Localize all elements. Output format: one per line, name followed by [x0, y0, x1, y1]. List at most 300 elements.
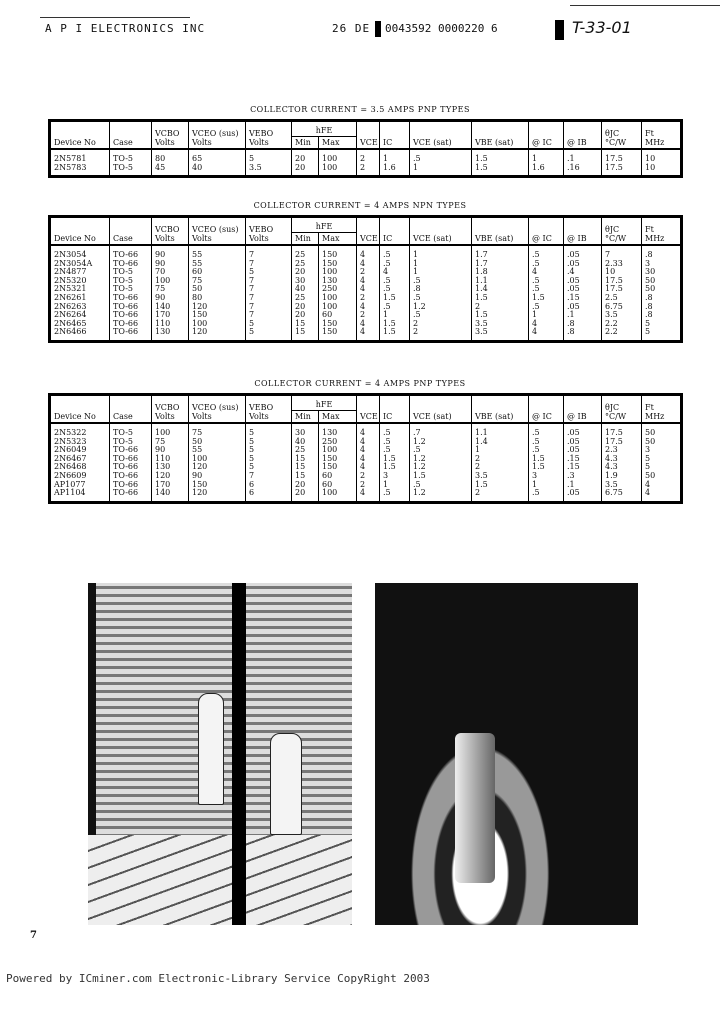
cell-vcbo: 90	[152, 446, 189, 455]
cell-at-ic: 4	[529, 268, 564, 277]
cell-vebo: 7	[246, 285, 292, 294]
header-numbers: 0043592 0000220 6	[385, 22, 498, 35]
spec-table	[48, 393, 683, 504]
cell-vce: 2	[357, 149, 380, 164]
cell-vce-sat: 1	[410, 245, 472, 260]
column-header-hfe-max: Max	[319, 137, 357, 150]
cell-vcbo: 140	[152, 303, 189, 312]
cell-device: 2N4877	[50, 268, 110, 277]
cell-at-ib: .8	[564, 320, 602, 329]
cell-vce: 4	[357, 438, 380, 447]
cell-at-ib: .05	[564, 277, 602, 286]
header-label: IC	[383, 138, 393, 147]
cell-at-ib: .05	[564, 446, 602, 455]
header-label: @ IB	[567, 138, 587, 147]
cell-vebo: 5	[246, 328, 292, 341]
cell-at-ib: .1	[564, 149, 602, 164]
cell-at-ic: 1	[529, 481, 564, 490]
column-header-hfe: hFE	[292, 217, 357, 233]
cell-theta: 6.75	[602, 489, 642, 502]
cell-case: TO-66	[110, 481, 152, 490]
header-row	[50, 395, 682, 411]
cell-vce-sat: .5	[410, 277, 472, 286]
cell-vebo: 5	[246, 446, 292, 455]
cell-device: 2N5783	[50, 164, 110, 177]
column-header-hfe: hFE	[292, 121, 357, 137]
header-label: VCE (sat)	[413, 138, 452, 147]
column-header-theta	[602, 395, 642, 424]
cell-theta: 17.5	[602, 149, 642, 164]
cell-case: TO-5	[110, 268, 152, 277]
cell-device: 2N6465	[50, 320, 110, 329]
cell-vcbo: 90	[152, 294, 189, 303]
cell-case: TO-5	[110, 277, 152, 286]
cell-device: 2N5323	[50, 438, 110, 447]
photo-laboratory	[88, 583, 352, 925]
cell-vebo: 5	[246, 268, 292, 277]
cell-vebo: 5	[246, 423, 292, 438]
cell-at-ic: .5	[529, 245, 564, 260]
table-row	[50, 472, 682, 481]
column-header-vceo	[189, 395, 246, 424]
cell-vebo: 5	[246, 455, 292, 464]
header-label: IC	[383, 412, 393, 421]
cell-ic: .5	[380, 303, 410, 312]
cell-ft: 30	[642, 268, 682, 277]
column-header-vebo	[246, 217, 292, 246]
table-row	[50, 268, 682, 277]
cell-vce: 2	[357, 311, 380, 320]
cell-device: 2N6263	[50, 303, 110, 312]
cell-case: TO-66	[110, 446, 152, 455]
header-label: VBE (sat)	[475, 138, 514, 147]
cell-at-ic: 1.6	[529, 164, 564, 177]
cell-case: TO-66	[110, 245, 152, 260]
cell-theta: 6.75	[602, 303, 642, 312]
cell-device: 2N6264	[50, 311, 110, 320]
cell-at-ib: .15	[564, 294, 602, 303]
cell-max: 100	[319, 268, 357, 277]
header-row	[50, 217, 682, 233]
column-header-ft	[642, 121, 682, 150]
cell-min: 15	[292, 463, 319, 472]
cell-ft: 10	[642, 164, 682, 177]
cell-vceo: 80	[189, 294, 246, 303]
cell-vceo: 75	[189, 423, 246, 438]
table-row	[50, 328, 682, 341]
cell-vce: 2	[357, 294, 380, 303]
cell-at-ib: .05	[564, 423, 602, 438]
cell-vbe-sat: 1.5	[472, 149, 529, 164]
cell-vbe-sat: 1.5	[472, 481, 529, 490]
cell-at-ic: 3	[529, 472, 564, 481]
cell-case: TO-5	[110, 438, 152, 447]
cell-at-ib: .16	[564, 164, 602, 177]
column-header-vbe-sat	[472, 121, 529, 150]
cell-at-ib: .4	[564, 268, 602, 277]
column-header-vceo	[189, 121, 246, 150]
cell-ic: .5	[380, 285, 410, 294]
cell-vbe-sat: 2	[472, 303, 529, 312]
cell-min: 15	[292, 472, 319, 481]
cell-ic: .5	[380, 260, 410, 269]
cell-case: TO-66	[110, 260, 152, 269]
cell-at-ib: .05	[564, 303, 602, 312]
cell-vce-sat: .5	[410, 481, 472, 490]
cell-theta: 17.5	[602, 423, 642, 438]
cell-at-ic: 4	[529, 320, 564, 329]
cell-device: 2N5320	[50, 277, 110, 286]
column-header-vbe-sat	[472, 217, 529, 246]
column-header-vceo	[189, 217, 246, 246]
cell-theta: 2.33	[602, 260, 642, 269]
cell-vebo: 7	[246, 294, 292, 303]
header-label: VCE	[360, 234, 378, 243]
cell-vce: 4	[357, 423, 380, 438]
cell-vebo: 5	[246, 149, 292, 164]
cell-case: TO-66	[110, 463, 152, 472]
cell-vceo: 60	[189, 268, 246, 277]
cell-vceo: 120	[189, 463, 246, 472]
header-label: IC	[383, 234, 393, 243]
cell-device: 2N6466	[50, 328, 110, 341]
column-header-hfe-max: Max	[319, 411, 357, 424]
cell-vceo: 100	[189, 320, 246, 329]
cell-max: 130	[319, 423, 357, 438]
cell-vbe-sat: 1.5	[472, 311, 529, 320]
cell-ft: .8	[642, 294, 682, 303]
cell-vcbo: 90	[152, 245, 189, 260]
cell-theta: 2.2	[602, 320, 642, 329]
cell-ft: 50	[642, 423, 682, 438]
cell-max: 150	[319, 320, 357, 329]
cell-ft: 3	[642, 260, 682, 269]
cell-vceo: 50	[189, 285, 246, 294]
header-label: Ft MHz	[645, 225, 665, 243]
cell-vcbo: 80	[152, 149, 189, 164]
cell-case: TO-66	[110, 489, 152, 502]
cell-min: 25	[292, 260, 319, 269]
table-row	[50, 277, 682, 286]
cell-theta: 17.5	[602, 277, 642, 286]
cell-min: 40	[292, 438, 319, 447]
cell-vbe-sat: 2	[472, 489, 529, 502]
cell-ic: 1.5	[380, 294, 410, 303]
header-label: Ft MHz	[645, 129, 665, 147]
cell-vcbo: 45	[152, 164, 189, 177]
cell-vbe-sat: 1.5	[472, 164, 529, 177]
cell-vce: 4	[357, 463, 380, 472]
cell-at-ic: .5	[529, 446, 564, 455]
table-row	[50, 311, 682, 320]
cell-vce-sat: 1.2	[410, 489, 472, 502]
cell-at-ic: .5	[529, 438, 564, 447]
header-label: VCEO (sus) Volts	[192, 403, 239, 421]
cell-device: 2N3054A	[50, 260, 110, 269]
table-row	[50, 245, 682, 260]
cell-device: 2N6467	[50, 455, 110, 464]
cell-vbe-sat: 1.1	[472, 423, 529, 438]
cell-vbe-sat: 1.5	[472, 294, 529, 303]
cell-vce: 4	[357, 320, 380, 329]
header-label: θJC °C/W	[605, 129, 627, 147]
cell-at-ib: .15	[564, 463, 602, 472]
cell-vce-sat: 2	[410, 320, 472, 329]
cell-theta: 17.5	[602, 438, 642, 447]
cell-min: 30	[292, 277, 319, 286]
cell-vceo: 65	[189, 149, 246, 164]
column-header-vcbo	[152, 121, 189, 150]
cell-at-ic: 1.5	[529, 463, 564, 472]
cell-ft: .8	[642, 303, 682, 312]
column-header-device	[50, 217, 110, 246]
cell-vbe-sat: 1.8	[472, 268, 529, 277]
table-title: COLLECTOR CURRENT = 4 AMPS PNP TYPES	[254, 379, 466, 388]
column-header-ft	[642, 217, 682, 246]
column-header-vebo	[246, 121, 292, 150]
cell-vce-sat: .8	[410, 285, 472, 294]
cell-ic: .5	[380, 446, 410, 455]
cell-ic: 1.5	[380, 463, 410, 472]
cell-vcbo: 120	[152, 472, 189, 481]
cell-ft: 10	[642, 149, 682, 164]
cell-ft: .8	[642, 311, 682, 320]
cell-vebo: 5	[246, 320, 292, 329]
header-label: @ IC	[532, 234, 552, 243]
cell-max: 130	[319, 277, 357, 286]
cell-device: 2N6609	[50, 472, 110, 481]
cell-ft: 50	[642, 285, 682, 294]
cell-min: 25	[292, 294, 319, 303]
cell-ic: .5	[380, 438, 410, 447]
cell-at-ic: .5	[529, 423, 564, 438]
column-header-hfe-min: Min	[292, 233, 319, 246]
cell-at-ic: 1	[529, 149, 564, 164]
cell-device: AP1104	[50, 489, 110, 502]
header-label: VBE (sat)	[475, 412, 514, 421]
cell-max: 100	[319, 149, 357, 164]
column-header-at-ib	[564, 395, 602, 424]
cell-device: 2N5781	[50, 149, 110, 164]
cell-ic: .5	[380, 423, 410, 438]
cell-max: 60	[319, 481, 357, 490]
cell-vce-sat: 1.5	[410, 472, 472, 481]
cell-at-ib: .1	[564, 311, 602, 320]
column-header-theta	[602, 121, 642, 150]
header-label: @ IC	[532, 412, 552, 421]
cell-max: 60	[319, 472, 357, 481]
header-label: VCBO Volts	[155, 403, 180, 421]
cell-min: 20	[292, 489, 319, 502]
cell-ft: 50	[642, 277, 682, 286]
table-row	[50, 423, 682, 438]
cell-vceo: 120	[189, 328, 246, 341]
header-label: @ IB	[567, 412, 587, 421]
cell-theta: 17.5	[602, 164, 642, 177]
header-label: VCEO (sus) Volts	[192, 225, 239, 243]
column-header-vce	[357, 217, 380, 246]
header-label: VCBO Volts	[155, 225, 180, 243]
cell-vce-sat: .5	[410, 446, 472, 455]
cell-min: 20	[292, 303, 319, 312]
cell-at-ic: .5	[529, 489, 564, 502]
cell-vbe-sat: 1.7	[472, 260, 529, 269]
cell-case: TO-66	[110, 303, 152, 312]
cell-max: 60	[319, 311, 357, 320]
cell-min: 40	[292, 285, 319, 294]
column-header-vce	[357, 121, 380, 150]
cell-vebo: 5	[246, 463, 292, 472]
column-header-hfe-min: Min	[292, 137, 319, 150]
cell-vceo: 55	[189, 446, 246, 455]
header-label: @ IC	[532, 138, 552, 147]
cell-vcbo: 130	[152, 328, 189, 341]
spec-table	[48, 215, 683, 343]
column-header-hfe: hFE	[292, 395, 357, 411]
cell-device: 2N5322	[50, 423, 110, 438]
cell-vcbo: 130	[152, 463, 189, 472]
cell-vcbo: 75	[152, 285, 189, 294]
cell-min: 20	[292, 311, 319, 320]
cell-vce: 4	[357, 446, 380, 455]
cell-vbe-sat: 1.4	[472, 438, 529, 447]
cell-vcbo: 75	[152, 438, 189, 447]
cell-vbe-sat: 1.1	[472, 277, 529, 286]
page-number: 7	[30, 930, 37, 941]
column-header-vce-sat	[410, 395, 472, 424]
cell-device: 2N6049	[50, 446, 110, 455]
cell-case: TO-66	[110, 320, 152, 329]
cell-device: 2N3054	[50, 245, 110, 260]
cell-max: 150	[319, 328, 357, 341]
cell-ic: 1.5	[380, 328, 410, 341]
handwritten-code: T-33-01	[572, 18, 632, 37]
header-label: VCEO (sus) Volts	[192, 129, 239, 147]
column-header-at-ic	[529, 217, 564, 246]
cell-case: TO-5	[110, 149, 152, 164]
divider	[40, 17, 190, 18]
cell-at-ib: .05	[564, 285, 602, 294]
column-header-ic	[380, 121, 410, 150]
cell-vebo: 6	[246, 481, 292, 490]
column-header-at-ic	[529, 121, 564, 150]
column-header-at-ic	[529, 395, 564, 424]
header-label: VEBO Volts	[249, 225, 274, 243]
cell-vce: 2	[357, 472, 380, 481]
cell-max: 100	[319, 446, 357, 455]
cell-ic: 4	[380, 268, 410, 277]
table-row	[50, 260, 682, 269]
cell-min: 25	[292, 446, 319, 455]
cell-device: AP1077	[50, 481, 110, 490]
cell-vce: 4	[357, 285, 380, 294]
cell-ic: 1	[380, 311, 410, 320]
cell-ft: 50	[642, 472, 682, 481]
cell-min: 15	[292, 320, 319, 329]
cell-device: 2N6261	[50, 294, 110, 303]
photo-equipment	[375, 583, 638, 925]
cell-max: 100	[319, 489, 357, 502]
cell-case: TO-5	[110, 423, 152, 438]
cell-vce: 4	[357, 303, 380, 312]
cell-ft: 3	[642, 446, 682, 455]
cell-vebo: 3.5	[246, 164, 292, 177]
cell-theta: 2.3	[602, 446, 642, 455]
cell-at-ib: .1	[564, 481, 602, 490]
cell-vcbo: 140	[152, 489, 189, 502]
table-row	[50, 285, 682, 294]
cell-ic: 1.5	[380, 455, 410, 464]
header-marker	[375, 21, 381, 37]
table-row	[50, 481, 682, 490]
cell-max: 150	[319, 455, 357, 464]
header-label: Device No	[54, 234, 96, 243]
cell-case: TO-66	[110, 294, 152, 303]
cell-vce: 4	[357, 489, 380, 502]
header-label: VBE (sat)	[475, 234, 514, 243]
table-row	[50, 303, 682, 312]
cell-vcbo: 100	[152, 277, 189, 286]
cell-at-ic: 1	[529, 311, 564, 320]
cell-ic: .5	[380, 489, 410, 502]
cell-case: TO-66	[110, 455, 152, 464]
table-row	[50, 294, 682, 303]
cell-vce-sat: 1	[410, 164, 472, 177]
cell-min: 15	[292, 328, 319, 341]
cell-vce-sat: 1	[410, 260, 472, 269]
cell-theta: 2.5	[602, 294, 642, 303]
cell-theta: 1.9	[602, 472, 642, 481]
cell-theta: 4.3	[602, 463, 642, 472]
cell-theta: 3.5	[602, 481, 642, 490]
column-header-ft	[642, 395, 682, 424]
cell-vcbo: 110	[152, 455, 189, 464]
cell-vcbo: 170	[152, 311, 189, 320]
cell-vce: 4	[357, 455, 380, 464]
cell-vce-sat: 1.2	[410, 455, 472, 464]
cell-ft: 5	[642, 320, 682, 329]
cell-vceo: 50	[189, 438, 246, 447]
column-header-ic	[380, 217, 410, 246]
table-title: COLLECTOR CURRENT = 4 AMPS NPN TYPES	[253, 201, 467, 210]
header-label: Ft MHz	[645, 403, 665, 421]
cell-at-ib: .05	[564, 489, 602, 502]
cell-at-ic: .5	[529, 277, 564, 286]
cell-vce-sat: 2	[410, 328, 472, 341]
cell-device: 2N6468	[50, 463, 110, 472]
header-label: Case	[113, 412, 133, 421]
cell-device: 2N5321	[50, 285, 110, 294]
cell-theta: 7	[602, 245, 642, 260]
cell-vce-sat: 1.2	[410, 438, 472, 447]
cell-min: 20	[292, 164, 319, 177]
column-header-vcbo	[152, 395, 189, 424]
column-header-case	[110, 395, 152, 424]
column-header-vce-sat	[410, 217, 472, 246]
cell-vebo: 7	[246, 303, 292, 312]
header-marker	[555, 20, 564, 40]
cell-at-ib: .05	[564, 245, 602, 260]
cell-vce-sat: 1.2	[410, 463, 472, 472]
table-row	[50, 320, 682, 329]
column-header-at-ib	[564, 217, 602, 246]
cell-vbe-sat: 2	[472, 463, 529, 472]
spec-table	[48, 119, 683, 178]
cell-at-ib: .05	[564, 438, 602, 447]
cell-vebo: 6	[246, 489, 292, 502]
cell-vceo: 150	[189, 481, 246, 490]
cell-case: TO-5	[110, 285, 152, 294]
